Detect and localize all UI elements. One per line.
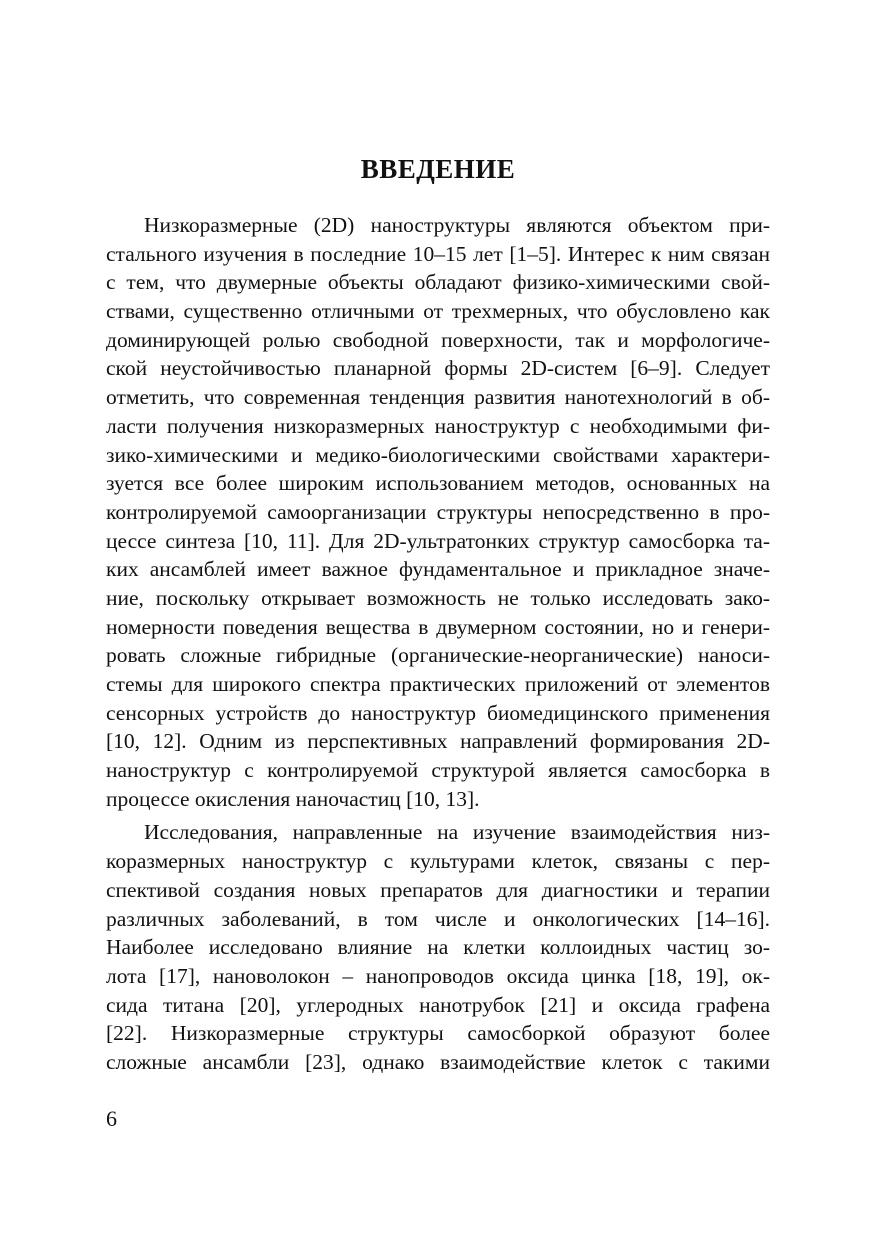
text-line: спективой создания новых препаратов для диагностики и терапии	[106, 877, 770, 902]
text-line: Низкоразмерные (2D) наноструктуры являются объектом при-	[144, 213, 770, 237]
text-line: доминирующей ролью свободной поверхности, так и морфологиче-	[106, 327, 770, 352]
text-line: Наиболее исследовано влияние на клетки коллоидных частиц зо-	[106, 935, 770, 960]
page-number: 6	[106, 1106, 117, 1131]
text-line: с тем, что двумерные объекты обладают физико-химическими свой-	[106, 270, 770, 295]
text-line: ние, поскольку открывает возможность не только исследовать зако-	[106, 585, 770, 610]
text-line: ской неустойчивостью планарной формы 2D-систем [6–9]. Следует	[106, 356, 770, 381]
text-line: сенсорных устройств до наноструктур биомедицинского применения	[106, 700, 770, 725]
text-line: коразмерных наноструктур с культурами клеток, связаны с пер-	[106, 849, 770, 874]
text-line: лота [17], нановолокон – нанопроводов оксида цинка [18, 19], ок-	[106, 963, 770, 988]
text-line: ствами, существенно отличными от трехмерных, что обусловлено как	[106, 299, 770, 324]
text-line: контролируемой самоорганизации структуры непосредственно в про-	[106, 499, 770, 524]
body-text	[106, 211, 770, 1077]
text-line: ласти получения низкоразмерных наноструктур с необходимыми фи-	[106, 413, 770, 438]
text-line: сида титана [20], углеродных нанотрубок [21] и оксида графена	[106, 992, 770, 1017]
text-line: Исследования, направленные на изучение взаимодействия низ-	[144, 820, 770, 845]
text-line: [22]. Низкоразмерные структуры самосборкой образуют более	[106, 1021, 770, 1046]
text-line: стемы для широкого спектра практических приложений от элементов	[106, 672, 770, 696]
text-line: процессе окисления наночастиц [10, 13].	[106, 786, 480, 811]
text-line: [10, 12]. Одним из перспективных направлений формирования 2D-	[106, 729, 770, 754]
text-line: цессе синтеза [10, 11]. Для 2D-ультратонких структур самосборка та-	[106, 528, 770, 553]
text-line: зуется все более широким использованием методов, основанных на	[106, 471, 770, 496]
text-line: ровать сложные гибридные (органические-неорганические) наноси-	[106, 643, 770, 668]
page-title: ВВЕДЕНИЕ	[360, 154, 516, 184]
text-line: номерности поведения вещества в двумерном состоянии, но и генери-	[106, 614, 770, 639]
text-line: различных заболеваний, в том числе и онкологических [14–16].	[106, 906, 770, 931]
text-line: наноструктур с контролируемой структурой является самосборка в	[106, 758, 770, 783]
paragraph	[106, 818, 770, 1076]
text-line: сложные ансамбли [23], однако взаимодействие клеток с такими	[106, 1049, 770, 1074]
text-line: стального изучения в последние 10–15 лет [1–5]. Интерес к ним связан	[106, 241, 770, 266]
text-line: ких ансамблей имеет важное фундаментальное и прикладное значе-	[106, 557, 770, 582]
paragraph	[106, 211, 770, 813]
text-line: отметить, что современная тенденция развития нанотехнологий в об-	[106, 385, 770, 410]
text-line: зико-химическими и медико-биологическими свойствами характери-	[106, 442, 770, 467]
